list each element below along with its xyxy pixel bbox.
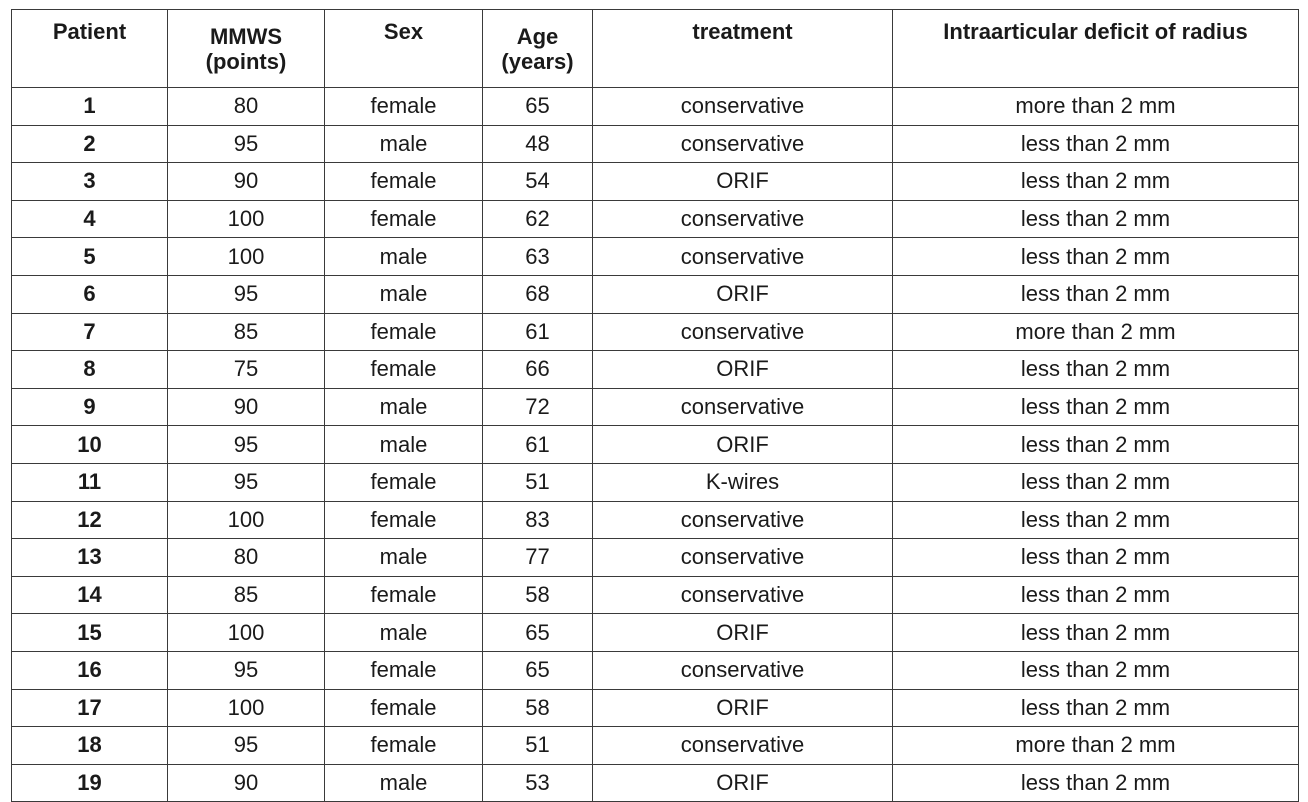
deficit-cell: more than 2 mm bbox=[893, 727, 1299, 765]
age-cell: 61 bbox=[483, 313, 593, 351]
patient-cell: 10 bbox=[12, 426, 168, 464]
sex-cell: male bbox=[325, 614, 483, 652]
age-cell: 58 bbox=[483, 576, 593, 614]
patient-cell: 2 bbox=[12, 125, 168, 163]
age-cell: 58 bbox=[483, 689, 593, 727]
treatment-cell: conservative bbox=[593, 576, 893, 614]
column-header-label: treatment bbox=[692, 19, 793, 44]
sex-cell: female bbox=[325, 88, 483, 126]
patient-table-container bbox=[11, 9, 1298, 802]
column-header-treatment bbox=[593, 10, 893, 88]
treatment-cell: conservative bbox=[593, 727, 893, 765]
table-row bbox=[12, 764, 1299, 802]
deficit-cell: less than 2 mm bbox=[893, 764, 1299, 802]
patient-cell: 11 bbox=[12, 463, 168, 501]
table-body bbox=[12, 88, 1299, 802]
mmws-cell: 90 bbox=[168, 163, 325, 201]
mmws-cell: 100 bbox=[168, 200, 325, 238]
treatment-cell: ORIF bbox=[593, 764, 893, 802]
table-row bbox=[12, 727, 1299, 765]
patient-cell: 7 bbox=[12, 313, 168, 351]
header-row bbox=[12, 10, 1299, 88]
table-row bbox=[12, 313, 1299, 351]
treatment-cell: ORIF bbox=[593, 275, 893, 313]
treatment-cell: K-wires bbox=[593, 463, 893, 501]
table-header bbox=[12, 10, 1299, 88]
mmws-cell: 80 bbox=[168, 88, 325, 126]
table-row bbox=[12, 614, 1299, 652]
table-row bbox=[12, 125, 1299, 163]
patient-cell: 8 bbox=[12, 351, 168, 389]
deficit-cell: less than 2 mm bbox=[893, 501, 1299, 539]
patient-cell: 15 bbox=[12, 614, 168, 652]
sex-cell: male bbox=[325, 275, 483, 313]
mmws-cell: 100 bbox=[168, 689, 325, 727]
mmws-cell: 95 bbox=[168, 463, 325, 501]
age-cell: 62 bbox=[483, 200, 593, 238]
mmws-cell: 85 bbox=[168, 313, 325, 351]
patient-cell: 1 bbox=[12, 88, 168, 126]
mmws-cell: 100 bbox=[168, 501, 325, 539]
column-header-age bbox=[483, 10, 593, 88]
deficit-cell: more than 2 mm bbox=[893, 88, 1299, 126]
deficit-cell: more than 2 mm bbox=[893, 313, 1299, 351]
treatment-cell: conservative bbox=[593, 651, 893, 689]
treatment-cell: conservative bbox=[593, 539, 893, 577]
deficit-cell: less than 2 mm bbox=[893, 539, 1299, 577]
table-row bbox=[12, 238, 1299, 276]
patient-cell: 3 bbox=[12, 163, 168, 201]
sex-cell: male bbox=[325, 426, 483, 464]
patient-table bbox=[11, 9, 1299, 802]
column-header-patient bbox=[12, 10, 168, 88]
column-header-sublabel: (years) bbox=[501, 48, 574, 74]
table-row bbox=[12, 539, 1299, 577]
table-row bbox=[12, 351, 1299, 389]
treatment-cell: conservative bbox=[593, 125, 893, 163]
treatment-cell: conservative bbox=[593, 388, 893, 426]
mmws-cell: 90 bbox=[168, 764, 325, 802]
age-cell: 66 bbox=[483, 351, 593, 389]
sex-cell: male bbox=[325, 764, 483, 802]
age-cell: 61 bbox=[483, 426, 593, 464]
mmws-cell: 100 bbox=[168, 238, 325, 276]
sex-cell: male bbox=[325, 238, 483, 276]
age-cell: 53 bbox=[483, 764, 593, 802]
sex-cell: female bbox=[325, 727, 483, 765]
table-row bbox=[12, 426, 1299, 464]
treatment-cell: conservative bbox=[593, 200, 893, 238]
table-row bbox=[12, 388, 1299, 426]
deficit-cell: less than 2 mm bbox=[893, 689, 1299, 727]
patient-cell: 4 bbox=[12, 200, 168, 238]
mmws-cell: 75 bbox=[168, 351, 325, 389]
deficit-cell: less than 2 mm bbox=[893, 275, 1299, 313]
sex-cell: female bbox=[325, 313, 483, 351]
sex-cell: female bbox=[325, 576, 483, 614]
patient-cell: 14 bbox=[12, 576, 168, 614]
mmws-cell: 100 bbox=[168, 614, 325, 652]
mmws-cell: 95 bbox=[168, 727, 325, 765]
column-header-label: MMWS bbox=[209, 23, 283, 49]
patient-cell: 17 bbox=[12, 689, 168, 727]
patient-cell: 5 bbox=[12, 238, 168, 276]
column-header-label: Age bbox=[516, 23, 559, 49]
column-header-sex bbox=[325, 10, 483, 88]
sex-cell: female bbox=[325, 200, 483, 238]
column-header-sublabel: (points) bbox=[205, 48, 287, 74]
table-row bbox=[12, 463, 1299, 501]
mmws-cell: 95 bbox=[168, 426, 325, 464]
deficit-cell: less than 2 mm bbox=[893, 388, 1299, 426]
sex-cell: male bbox=[325, 388, 483, 426]
column-header-mmws bbox=[168, 10, 325, 88]
patient-cell: 12 bbox=[12, 501, 168, 539]
column-header-label: Sex bbox=[383, 19, 424, 44]
treatment-cell: conservative bbox=[593, 238, 893, 276]
deficit-cell: less than 2 mm bbox=[893, 651, 1299, 689]
table-row bbox=[12, 651, 1299, 689]
table-row bbox=[12, 689, 1299, 727]
deficit-cell: less than 2 mm bbox=[893, 200, 1299, 238]
patient-cell: 16 bbox=[12, 651, 168, 689]
patient-cell: 19 bbox=[12, 764, 168, 802]
age-cell: 51 bbox=[483, 727, 593, 765]
table-row bbox=[12, 576, 1299, 614]
age-cell: 83 bbox=[483, 501, 593, 539]
patient-cell: 9 bbox=[12, 388, 168, 426]
sex-cell: female bbox=[325, 463, 483, 501]
table-row bbox=[12, 163, 1299, 201]
deficit-cell: less than 2 mm bbox=[893, 351, 1299, 389]
column-header-intraarticular-deficit bbox=[893, 10, 1299, 88]
column-header-label: Intraarticular deficit of radius bbox=[943, 19, 1248, 44]
mmws-cell: 80 bbox=[168, 539, 325, 577]
patient-cell: 6 bbox=[12, 275, 168, 313]
sex-cell: male bbox=[325, 539, 483, 577]
age-cell: 68 bbox=[483, 275, 593, 313]
treatment-cell: ORIF bbox=[593, 351, 893, 389]
table-row bbox=[12, 88, 1299, 126]
deficit-cell: less than 2 mm bbox=[893, 163, 1299, 201]
mmws-cell: 90 bbox=[168, 388, 325, 426]
sex-cell: female bbox=[325, 501, 483, 539]
deficit-cell: less than 2 mm bbox=[893, 125, 1299, 163]
deficit-cell: less than 2 mm bbox=[893, 576, 1299, 614]
mmws-cell: 95 bbox=[168, 275, 325, 313]
treatment-cell: conservative bbox=[593, 88, 893, 126]
treatment-cell: conservative bbox=[593, 501, 893, 539]
column-header-label: Patient bbox=[52, 19, 127, 44]
deficit-cell: less than 2 mm bbox=[893, 463, 1299, 501]
age-cell: 48 bbox=[483, 125, 593, 163]
sex-cell: male bbox=[325, 125, 483, 163]
age-cell: 77 bbox=[483, 539, 593, 577]
table-row bbox=[12, 275, 1299, 313]
age-cell: 65 bbox=[483, 88, 593, 126]
treatment-cell: ORIF bbox=[593, 426, 893, 464]
sex-cell: female bbox=[325, 351, 483, 389]
age-cell: 54 bbox=[483, 163, 593, 201]
mmws-cell: 95 bbox=[168, 125, 325, 163]
patient-cell: 18 bbox=[12, 727, 168, 765]
treatment-cell: conservative bbox=[593, 313, 893, 351]
table-row bbox=[12, 200, 1299, 238]
table-row bbox=[12, 501, 1299, 539]
mmws-cell: 85 bbox=[168, 576, 325, 614]
age-cell: 65 bbox=[483, 614, 593, 652]
deficit-cell: less than 2 mm bbox=[893, 426, 1299, 464]
age-cell: 51 bbox=[483, 463, 593, 501]
mmws-cell: 95 bbox=[168, 651, 325, 689]
treatment-cell: ORIF bbox=[593, 689, 893, 727]
sex-cell: female bbox=[325, 651, 483, 689]
age-cell: 72 bbox=[483, 388, 593, 426]
age-cell: 65 bbox=[483, 651, 593, 689]
sex-cell: female bbox=[325, 689, 483, 727]
treatment-cell: ORIF bbox=[593, 614, 893, 652]
age-cell: 63 bbox=[483, 238, 593, 276]
patient-cell: 13 bbox=[12, 539, 168, 577]
deficit-cell: less than 2 mm bbox=[893, 614, 1299, 652]
sex-cell: female bbox=[325, 163, 483, 201]
treatment-cell: ORIF bbox=[593, 163, 893, 201]
deficit-cell: less than 2 mm bbox=[893, 238, 1299, 276]
